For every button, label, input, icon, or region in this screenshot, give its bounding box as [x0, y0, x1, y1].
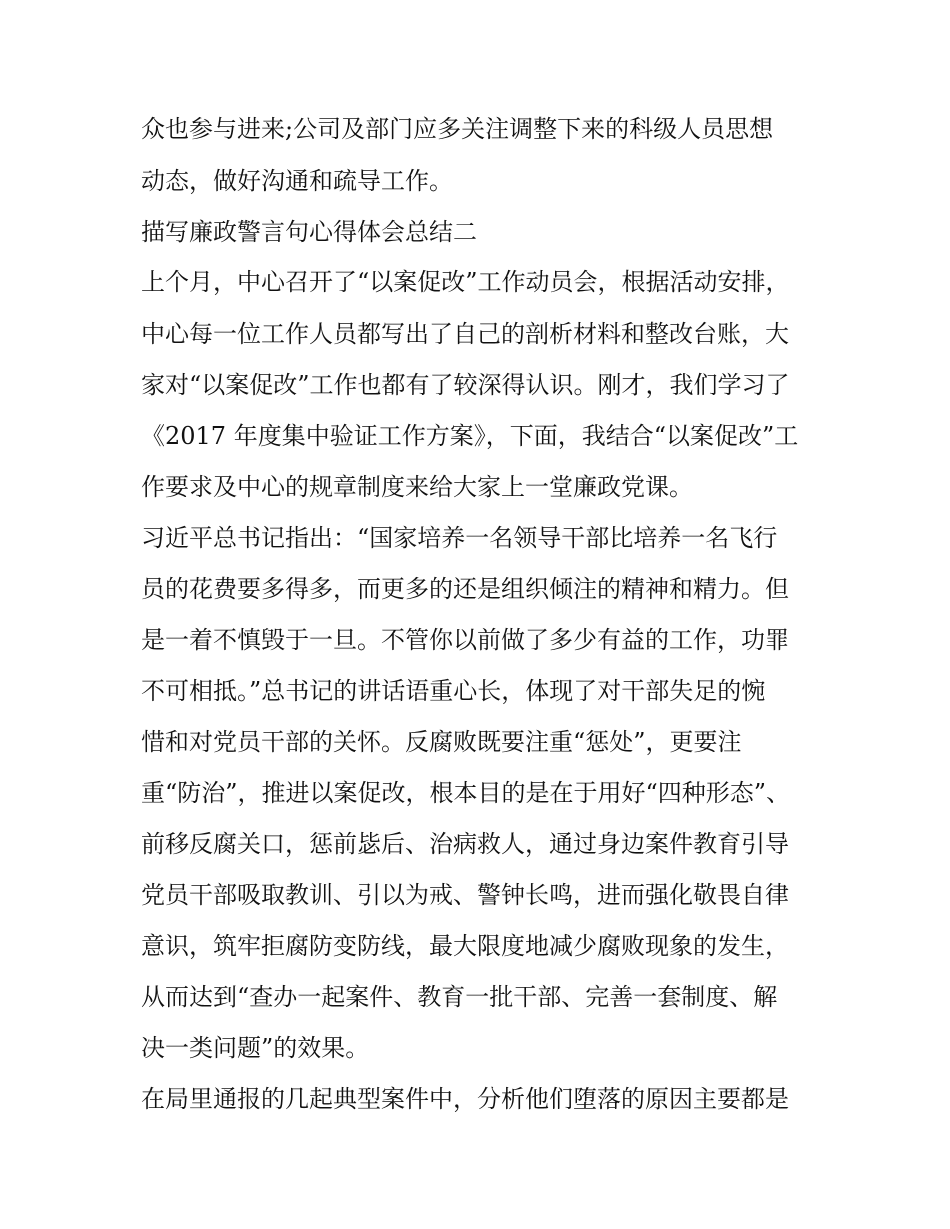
text-line-11: 是一着不慎毁于一旦。不管你以前做了多少有益的工作，功罪 [141, 626, 789, 654]
text-line-14: 重“防治”，推进以案促改，根本目的是在于用好“四种形态”、 [141, 779, 791, 807]
text-line-19: 决一类问题”的效果。 [141, 1034, 370, 1062]
text-line-8: 作要求及中心的规章制度来给大家上一堂廉政党课。 [141, 473, 693, 501]
text-line-13: 惜和对党员干部的关怀。反腐败既要注重“惩处”，更要注 [141, 728, 742, 756]
text-line-2: 动态，做好沟通和疏导工作。 [141, 167, 453, 195]
text-line-20: 在局里通报的几起典型案件中，分析他们堕落的原因主要都是 [141, 1085, 789, 1113]
text-line-9: 习近平总书记指出：“国家培养一名领导干部比培养一名飞行 [141, 524, 778, 552]
text-line-4: 上个月，中心召开了“以案促改”工作动员会，根据活动安排， [141, 268, 790, 296]
text-line-16: 党员干部吸取教训、引以为戒、警钟长鸣，进而强化敬畏自律 [141, 881, 789, 909]
text-line-15: 前移反腐关口，惩前毖后、治病救人，通过身边案件教育引导 [141, 830, 789, 858]
text-line-12: 不可相抵。”总书记的讲话语重心长，体现了对干部失足的惋 [141, 677, 766, 705]
text-line-6: 家对“以案促改”工作也都有了较深得认识。刚才，我们学习了 [141, 371, 790, 399]
text-line-18: 从而达到“查办一起案件、教育一批干部、完善一套制度、解 [141, 983, 778, 1011]
text-line-17: 意识，筑牢拒腐防变防线，最大限度地减少腐败现象的发生， [141, 932, 789, 960]
text-line-1: 众也参与进来;公司及部门应多关注调整下来的科级人员思想 [141, 115, 774, 143]
text-line-7: 《2017 年度集中验证工作方案》，下面，我结合“以案促改”工 [141, 422, 799, 450]
text-line-10: 员的花费要多得多，而更多的还是组织倾注的精神和精力。但 [141, 575, 789, 603]
text-line-5: 中心每一位工作人员都写出了自己的剖析材料和整改台账，大 [141, 320, 789, 348]
section-heading: 描写廉政警言句心得体会总结二 [141, 218, 477, 246]
